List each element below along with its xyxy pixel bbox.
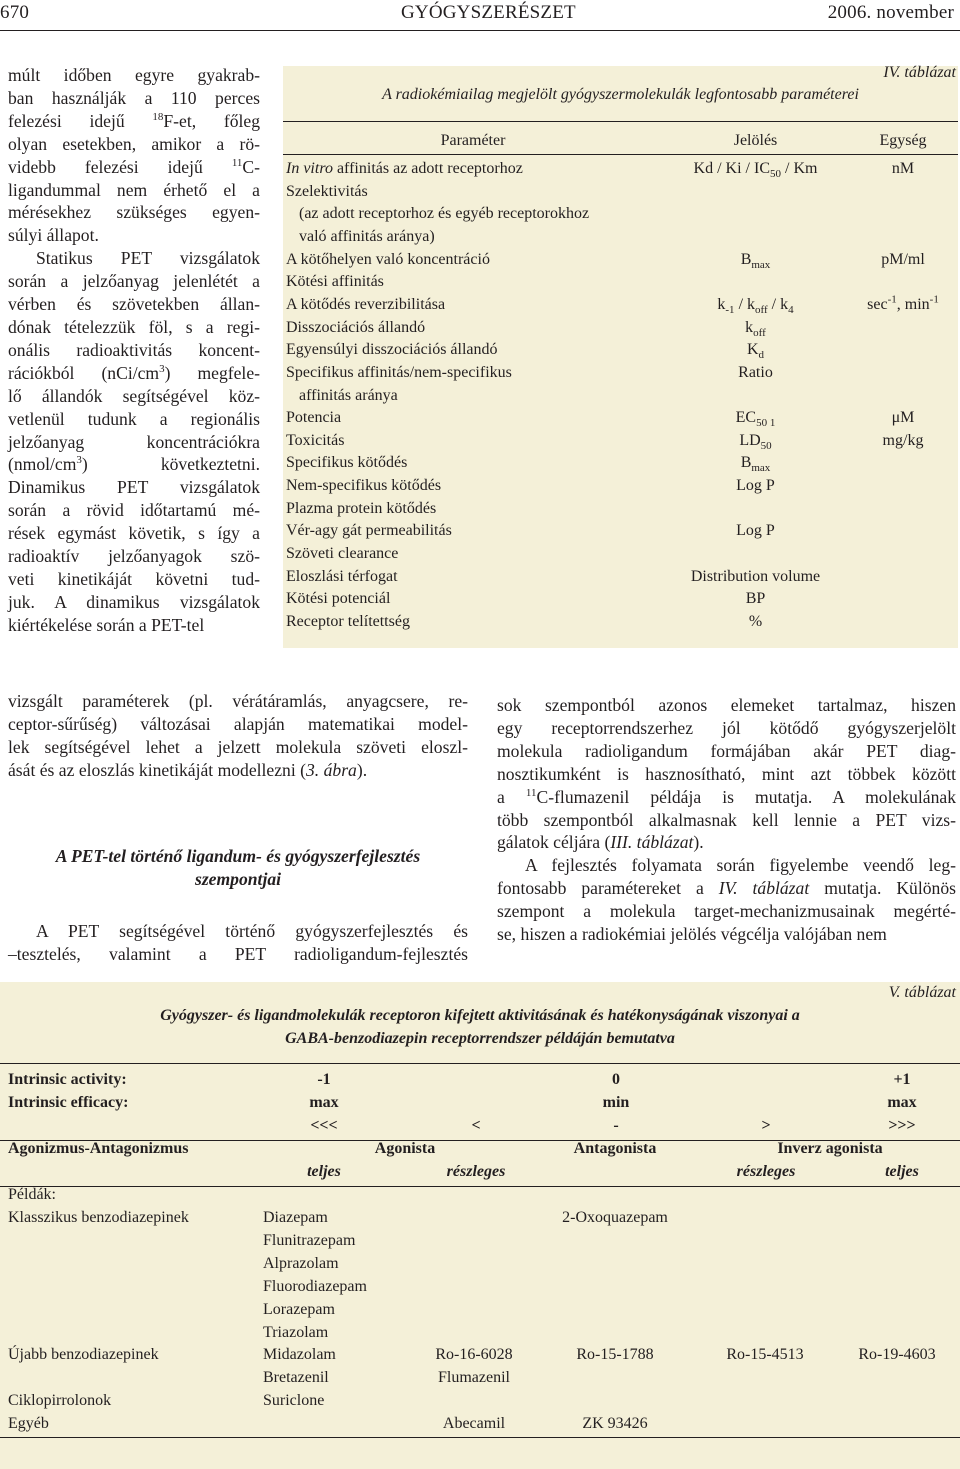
unit-cell: nM (891, 160, 915, 177)
text-line: A PET segítségével történő gyógyszerfejlesztés és (36, 921, 468, 941)
text-line: vizsgált paraméterek (pl. vérátáramlás, anyagcsere, re- (8, 691, 468, 711)
parameter-cell: Egyensúlyi disszociációs állandó (286, 341, 498, 359)
symbol-cell: $K_d$ (746, 341, 765, 362)
table-row (283, 317, 958, 340)
table-row (283, 339, 958, 362)
text-line: molekula radioligandum formájában akár PET diag- (497, 740, 956, 761)
scale-arrow: < (471, 1117, 481, 1134)
inverse-full-item: Ro-19-4603 (858, 1346, 936, 1363)
col-header-unit: Egység (879, 132, 927, 149)
unit-cell: pM/ml (881, 250, 925, 268)
body-text-left-narrow (8, 64, 260, 637)
parameter-cell: A kötődés reverzibilitása (286, 295, 446, 313)
text-line: Dinamikus PET vizsgálatok (8, 477, 260, 498)
parameter-cell: In vitro affinitás az adott receptorhoz (286, 160, 523, 177)
table-row (283, 498, 958, 521)
group-label: Klasszikus benzodiazepinek (8, 1209, 189, 1226)
text-line: $(nmol/cm^3)$ következtetni. (8, 454, 260, 475)
parameter-cell: Nem-specifikus kötődés (286, 477, 442, 495)
table-row (283, 452, 958, 475)
antagonist-item: ZK 93426 (582, 1415, 648, 1432)
table-iv-header (283, 130, 958, 153)
agonist-item: Triazolam (263, 1324, 329, 1341)
table-row (283, 566, 958, 589)
text-line: vérben és szövetekben állan- (8, 294, 260, 315)
parameter-cell: Szelektivitás (286, 182, 368, 200)
parameter-cell: Kötési potenciál (286, 590, 391, 608)
agonism-label: Agonizmus-Antagonizmus (8, 1140, 189, 1157)
symbol-cell: Log P (736, 522, 775, 540)
intrinsic-efficacy-value: min (602, 1094, 630, 1111)
table-v-label: V. táblázat (888, 984, 956, 1001)
parameter-cell: Potencia (286, 409, 342, 427)
text-line: Statikus PET vizsgálatok (36, 248, 260, 269)
intrinsic-efficacy-value: max (309, 1094, 339, 1111)
text-line: veti kinetikáját követni tud- (8, 568, 260, 589)
table-iv-label: IV. táblázat (883, 64, 956, 81)
symbol-cell: % (748, 613, 763, 630)
table-row (283, 407, 958, 430)
partial-value: teljes (307, 1163, 341, 1180)
text-line: olyan esetekben, amikor a rö- (8, 133, 260, 154)
text-line: a $^{11}$C-flumazenil példája is mutatja. A molekulának (497, 786, 956, 807)
page-header (0, 0, 960, 30)
agonist-item: Fluorodiazepam (263, 1278, 367, 1295)
table-row (283, 158, 958, 181)
text-line: felezési idejű $^{18}$F-et, főleg (8, 110, 260, 131)
symbol-cell: $B_{max}$ (740, 454, 771, 475)
parameter-cell: Receptor telítettség (286, 613, 410, 630)
table-v-title-line: GABA-benzodiazepin receptorrendszer példáján bemutatva (285, 1030, 675, 1047)
symbol-cell: Ratio (738, 363, 773, 381)
partial-agonist-item: Flumazenil (438, 1369, 510, 1386)
text-line: rések egymást követik, s így a (8, 523, 260, 544)
text-line: szempont a molekula target-mechanizmusainak megérté- (497, 901, 956, 922)
table-row (283, 611, 958, 634)
text-line: gálatok céljára (III. táblázat). (497, 832, 704, 853)
text-line: lek segítségével lehet a jelzett molekula szöveti eloszl- (8, 736, 468, 757)
text-line: nosztikumként is hasznosítható, mint azt többek között (497, 763, 956, 784)
table-v-rule-bottom (0, 1437, 960, 1438)
table-row (283, 271, 958, 294)
symbol-cell: Kd / Ki / $IC_{50}$ / Km (693, 160, 818, 181)
text-line: videbb felezési idejű $^{11}$C- (8, 156, 260, 177)
symbol-cell: BP (745, 590, 766, 608)
parameter-cell: (az adott receptorhoz és egyéb receptorokhoz (299, 205, 590, 223)
parameter-cell: affinitás aránya (299, 386, 398, 404)
page-number: 670 (0, 2, 30, 23)
partial-value: részleges (736, 1163, 796, 1180)
section-heading-line: szempontjai (194, 868, 282, 889)
col-header-symbol: Jelölés (733, 132, 778, 149)
table-v-rule-top (0, 1063, 960, 1064)
text-line: során a rövid időtartamú mé- (8, 500, 260, 521)
parameter-cell: Kötési affinitás (286, 273, 384, 291)
table-row (283, 475, 958, 498)
text-line: –tesztelés, valamint a PET radioligandum-fejlesztés (8, 943, 468, 964)
symbol-cell: $B_{max}$ (740, 250, 771, 271)
table-row (283, 385, 958, 408)
section-heading (8, 845, 468, 891)
body-text-left-wide (8, 690, 468, 782)
unit-cell: mg/kg (882, 431, 924, 449)
parameter-cell: Plazma protein kötődés (286, 499, 437, 517)
agonist-item: Bretazenil (263, 1369, 329, 1386)
agonism-value: Antagonista (573, 1140, 657, 1157)
partial-agonist-item: Abecamil (442, 1415, 506, 1432)
table-row (283, 294, 958, 317)
text-line: kiértékelése során a PET-tel (8, 614, 205, 635)
body-text-left-bottom (8, 920, 468, 966)
antagonist-item: Ro-15-1788 (576, 1346, 654, 1363)
table-row (283, 362, 958, 385)
parameter-cell: Specifikus kötődés (286, 454, 408, 472)
symbol-cell: Log P (736, 477, 775, 495)
text-line: múlt időben egyre gyakrab- (8, 65, 260, 85)
scale-arrow: >>> (888, 1117, 916, 1134)
parameter-cell: A kötőhelyen való koncentráció (286, 250, 490, 268)
table-row (283, 520, 958, 543)
text-line: ceptor-sűrűség) változásai alapján matematikai model- (8, 713, 468, 734)
table-row (283, 543, 958, 566)
agonist-item: Lorazepam (263, 1301, 335, 1318)
symbol-cell: $k_{off}$ (745, 318, 766, 339)
agonist-item: Diazepam (263, 1209, 328, 1226)
intrinsic-activity-value: +1 (893, 1071, 911, 1088)
journal-name: GYÓGYSZERÉSZET (401, 2, 576, 23)
agonist-item: Suriclone (263, 1392, 325, 1409)
intrinsic-activity-value: 0 (612, 1071, 620, 1088)
text-line: egy receptorrendszerhez jól kötődő gyógyszerjelölt (497, 717, 956, 738)
text-line: sok szempontból azonos elemeket tartalmaz, hiszen (497, 695, 956, 715)
table-v (0, 982, 960, 1469)
parameter-cell: való affinitás aránya) (299, 227, 435, 245)
parameter-cell: Eloszlási térfogat (286, 567, 398, 585)
agonist-item: Flunitrazepam (263, 1232, 356, 1249)
scale-arrow: <<< (310, 1117, 338, 1134)
issue-date: 2006. november (827, 2, 954, 23)
section-heading-line: A PET-tel történő ligandum- és gyógyszerfejlesztés (55, 846, 421, 866)
intrinsic-efficacy-label: Intrinsic efficacy: (8, 1094, 129, 1111)
text-line: radioaktív jelzőanyagok szö- (8, 546, 260, 567)
text-line: fontosabb paramétereket a IV. táblázat mutatja. Különös (497, 878, 956, 899)
unit-cell: $\sec^{-1}$, $\min^{-1}$ (867, 293, 939, 313)
text-line: több szempontból alkalmasnak kell lennie a PET vizs- (497, 809, 956, 830)
table-iv-title: A radiokémiailag megjelölt gyógyszermolekulák legfontosabb paraméterei (382, 86, 859, 103)
partial-value: részleges (446, 1163, 506, 1180)
text-line: jelzőanyag koncentrációkra (8, 431, 260, 452)
partial-value: teljes (885, 1163, 919, 1180)
table-row (283, 203, 958, 226)
parameter-cell: Specifikus affinitás/nem-specifikus (286, 363, 512, 381)
antagonist-item: 2-Oxoquazepam (562, 1209, 668, 1226)
header-rule (0, 30, 960, 31)
table-row (283, 249, 958, 272)
text-line: se, hiszen a radiokémiai jelölés végcélja valójában nem (497, 924, 887, 945)
table-iv-rule-top (283, 121, 958, 122)
text-line: ását és az eloszlás kinetikáját modellezni (3. ábra). (8, 759, 368, 780)
text-line: súlyi állapot. (8, 225, 99, 246)
intrinsic-activity-value: -1 (317, 1071, 331, 1088)
text-line: lő állandók segítségével köz- (8, 385, 260, 406)
agonist-item: Midazolam (263, 1346, 336, 1363)
text-line: mérésekhez szükséges egyen- (8, 202, 260, 223)
scale-arrow: > (761, 1117, 771, 1134)
symbol-cell: $EC_{50 1}$ (735, 409, 776, 430)
symbol-cell: Distribution volume (690, 567, 821, 585)
inverse-partial-item: Ro-15-4513 (726, 1346, 804, 1363)
text-line: során a jelzőanyag jelenlétét a (8, 271, 260, 292)
agonism-value: Inverz agonista (777, 1140, 883, 1157)
text-line: A fejlesztés folyamata során figyelembe veendő leg- (525, 855, 956, 876)
unit-cell: μM (891, 409, 915, 427)
col-header-parameter: Paraméter (440, 132, 506, 149)
group-label: Ciklopirrolonok (8, 1392, 112, 1409)
symbol-cell: $k_{-1} / k_{off} / k_4$ (717, 295, 794, 317)
symbol-cell: $LD_{50}$ (739, 431, 772, 452)
group-label: Újabb benzodiazepinek (8, 1346, 159, 1363)
text-line: ban használják a 110 perces (8, 87, 260, 108)
parameter-cell: Disszociációs állandó (286, 318, 426, 336)
parameter-cell: Toxicitás (286, 431, 345, 449)
parameter-cell: Szöveti clearance (286, 545, 399, 563)
text-line: rációkból $(nCi/cm^3)$ megfele- (8, 362, 260, 383)
text-line: dónak tételezzük föl, s a regi- (8, 316, 260, 337)
table-row (283, 181, 958, 204)
table-iv-rule-header (283, 154, 958, 155)
agonist-item: Alprazolam (263, 1255, 339, 1272)
text-line: onális radioaktivitás koncent- (8, 339, 260, 360)
text-line: ligandummal nem érhető el a (8, 179, 260, 200)
agonism-value: Agonista (374, 1140, 436, 1157)
text-line: juk. A dinamikus vizsgálatok (8, 591, 260, 612)
table-v-rule-examples (0, 1186, 960, 1187)
table-v-title-line: Gyógyszer- és ligandmolekulák receptoron kifejtett aktivitásának és hatékonyságának viszonyai a (160, 1007, 800, 1024)
group-label: Egyéb (8, 1415, 49, 1432)
scale-arrow: - (613, 1117, 619, 1134)
body-text-right (497, 694, 956, 946)
table-iv (283, 66, 958, 648)
intrinsic-efficacy-value: max (887, 1094, 917, 1111)
parameter-cell: Vér-agy gát permeabilitás (286, 522, 452, 540)
examples-label: Példák: (8, 1186, 56, 1203)
text-line: vetlenül tudunk a regionális (8, 408, 260, 429)
table-row (283, 430, 958, 453)
partial-agonist-item: Ro-16-6028 (435, 1346, 513, 1363)
table-row (283, 588, 958, 611)
table-row (283, 226, 958, 249)
intrinsic-activity-label: Intrinsic activity: (8, 1071, 127, 1088)
